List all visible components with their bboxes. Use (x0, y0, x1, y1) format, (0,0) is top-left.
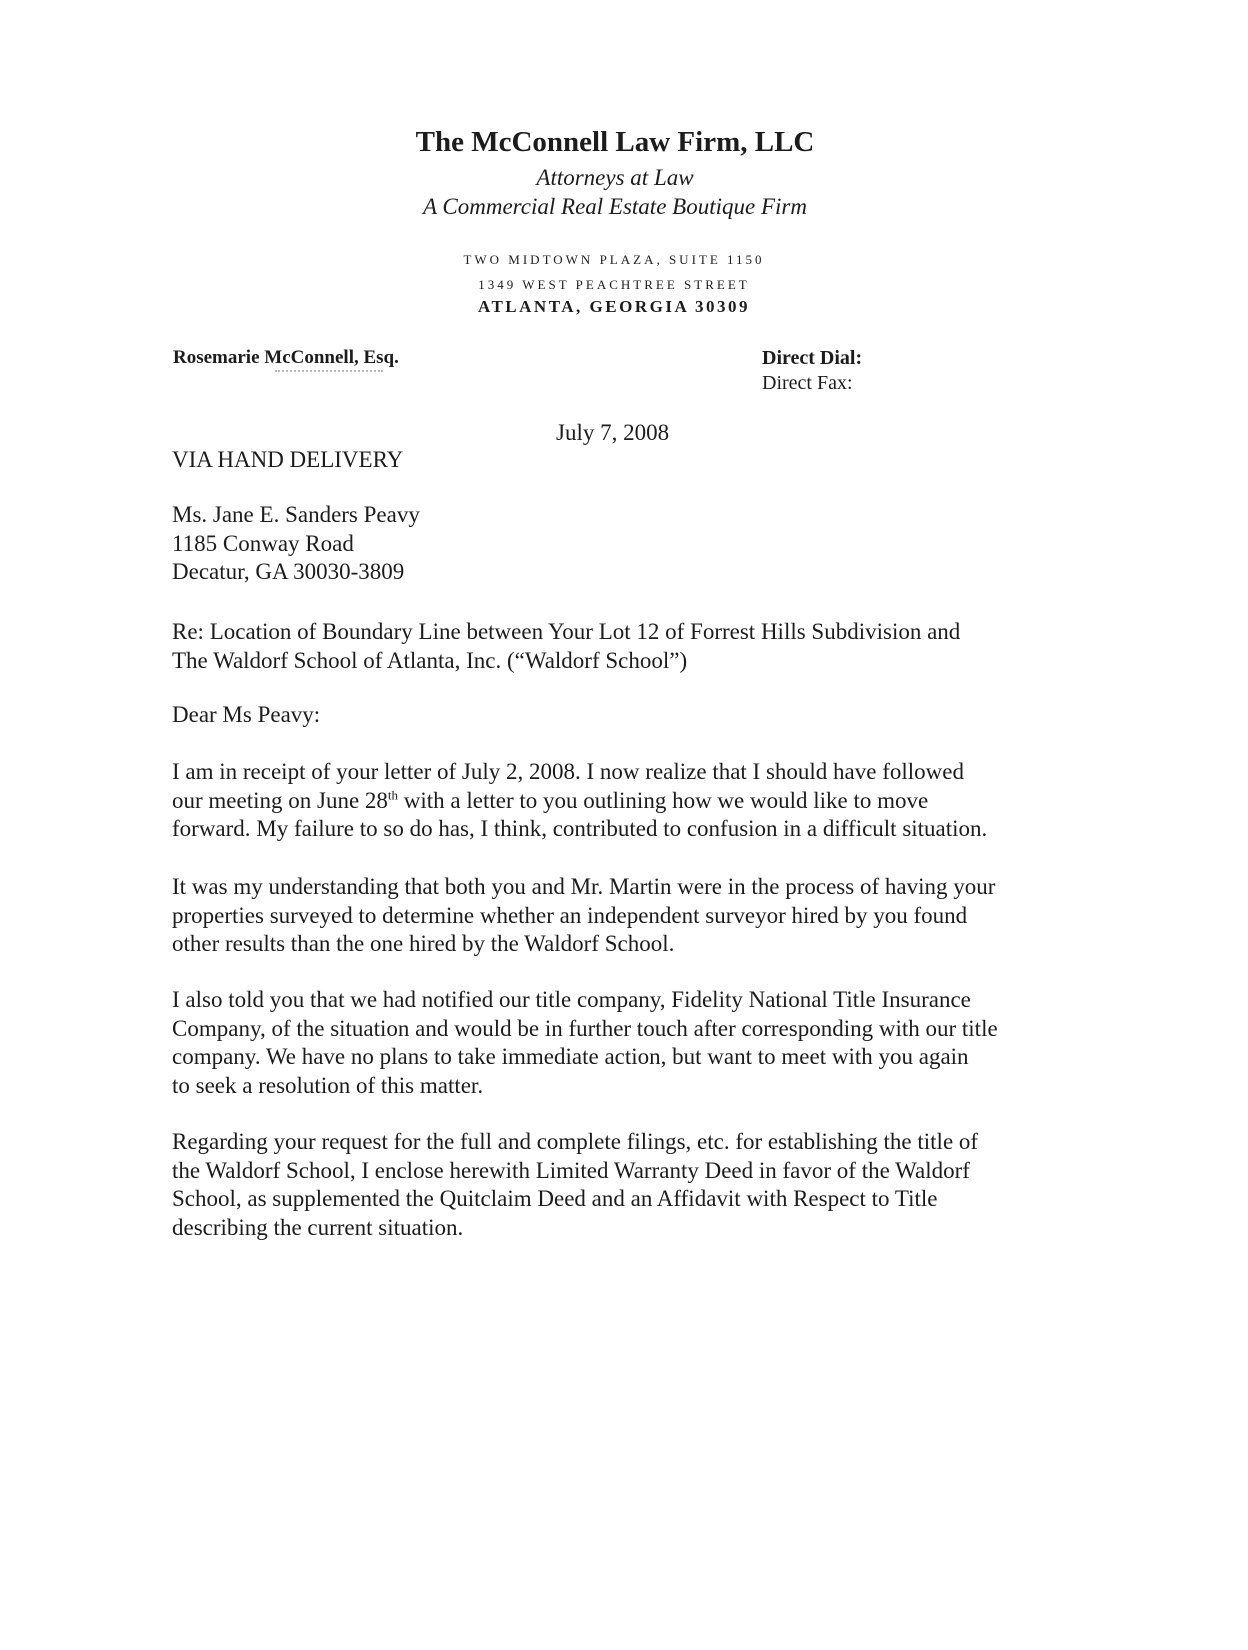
paragraph-4-line: Regarding your request for the full and complete filings, etc. for establishing the title of (172, 1129, 979, 1154)
recipient-address (172, 501, 420, 587)
recipient-street: 1185 Conway Road (172, 530, 354, 556)
re-line-2: The Waldorf School of Atlanta, Inc. (“Waldorf School”) (172, 647, 688, 673)
recipient-name: Ms. Jane E. Sanders Peavy (172, 502, 420, 527)
address-line-1: TWO MIDTOWN PLAZA, SUITE 1150 (463, 252, 765, 267)
paragraph-1-text: our meeting on June 28 (172, 787, 388, 813)
paragraph-1-text: with a letter to you outlining how we would like to move (398, 787, 929, 813)
paragraph-4-line: describing the current situation. (172, 1214, 464, 1240)
paragraph-1 (172, 758, 987, 844)
redacted-email-marks (275, 370, 383, 374)
direct-fax-label: Direct Fax: (762, 372, 853, 394)
paragraph-3-line: I also told you that we had notified our title company, Fidelity National Title Insurance (172, 987, 971, 1012)
paragraph-3-line: to seek a resolution of this matter. (172, 1072, 484, 1098)
paragraph-2-line: properties surveyed to determine whether an independent surveyor hired by you found (172, 902, 968, 928)
firm-subtitle-boutique: A Commercial Real Estate Boutique Firm (423, 194, 807, 219)
paragraph-2-line: other results than the one hired by the Waldorf School. (172, 931, 675, 956)
paragraph-3 (172, 986, 998, 1100)
firm-subtitle-attorneys: Attorneys at Law (536, 165, 694, 190)
paragraph-3-line: Company, of the situation and would be in further touch after corresponding with our title (172, 1015, 998, 1041)
salutation: Dear Ms Peavy: (172, 702, 321, 727)
paragraph-3-line: company. We have no plans to take immediate action, but want to meet with you again (172, 1044, 969, 1069)
recipient-city: Decatur, GA 30030-3809 (172, 559, 405, 584)
letter-date: July 7, 2008 (556, 420, 670, 445)
firm-name: The McConnell Law Firm, LLC (415, 126, 815, 158)
ordinal-superscript: th (387, 786, 399, 802)
paragraph-1-line: forward. My failure to so do has, I think, contributed to confusion in a difficult situation. (172, 816, 988, 841)
paragraph-2-line: It was my understanding that both you and Mr. Martin were in the process of having your (172, 874, 996, 899)
attorney-name: Rosemarie McConnell, Esq. (173, 347, 399, 368)
re-line-1: Re: Location of Boundary Line between Your Lot 12 of Forrest Hills Subdivision and (172, 619, 961, 644)
re-line (172, 618, 960, 675)
paragraph-4 (172, 1128, 978, 1242)
paragraph-2 (172, 873, 995, 959)
paragraph-4-line: the Waldorf School, I enclose herewith Limited Warranty Deed in favor of the Waldorf (172, 1157, 970, 1183)
paragraph-1-line: I am in receipt of your letter of July 2, 2008. I now realize that I should have followed (172, 759, 964, 784)
direct-dial-label: Direct Dial: (762, 347, 863, 369)
paragraph-4-line: School, as supplemented the Quitclaim Deed and an Affidavit with Respect to Title (172, 1186, 938, 1211)
address-city: ATLANTA, GEORGIA 30309 (477, 297, 751, 316)
address-line-2: 1349 WEST PEACHTREE STREET (478, 277, 750, 292)
delivery-method: VIA HAND DELIVERY (172, 447, 404, 472)
paragraph-1-line (172, 787, 987, 816)
